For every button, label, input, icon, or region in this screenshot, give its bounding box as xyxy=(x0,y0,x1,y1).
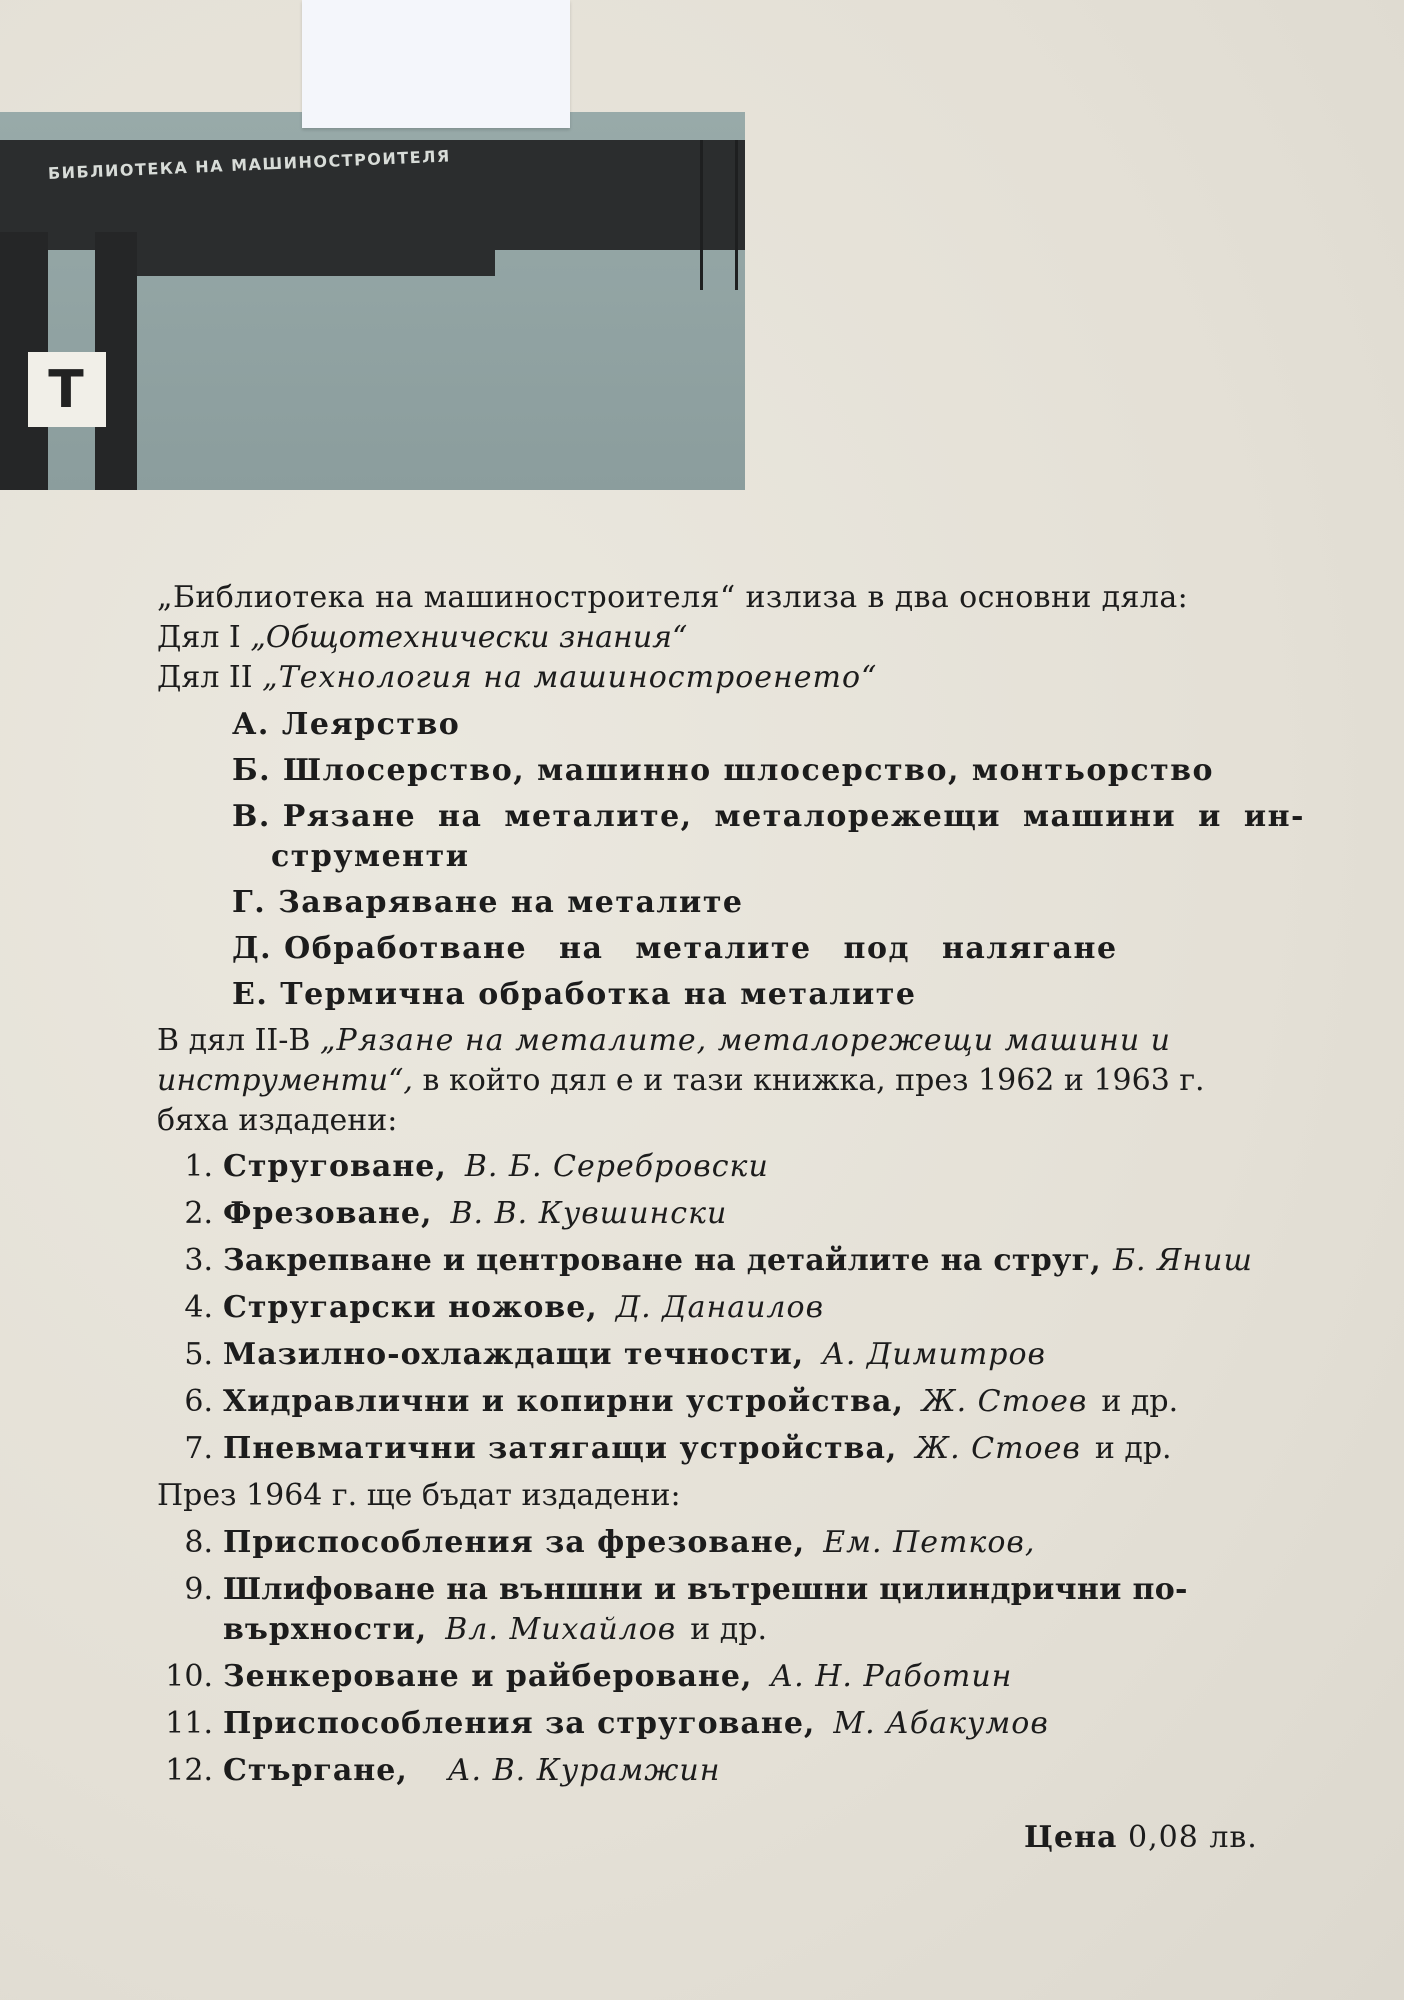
part-2-prefix: Дял II xyxy=(157,660,253,695)
upcoming-item-10: 10. Зенкероване и райбероване, А. Н. Работин xyxy=(165,1659,1013,1694)
upcoming-item-12: 12. Стъргане, А. В. Курамжин xyxy=(165,1753,721,1788)
upcoming-item-9: 9. Шлифоване на външни и вътрешни цилиндрични по- xyxy=(184,1572,1188,1607)
caliper-slider xyxy=(95,242,495,276)
section-v-cont: струменти xyxy=(271,839,470,874)
part-2-title: „Технология на машиностроенето“ xyxy=(262,660,878,695)
section-b: Б. Шлосерство, машинно шлосерство, монтьорство xyxy=(232,753,1215,788)
price xyxy=(1024,1820,1258,1855)
published-item-5: 5. Мазилно-охлаждащи течности, А. Димитров xyxy=(184,1337,1047,1372)
price-label: Цена xyxy=(1024,1820,1118,1855)
intro-line: „Библиотека на машиностроителя“ излиза в два основни дяла: xyxy=(157,580,1189,615)
part-1-prefix: Дял I xyxy=(157,620,241,655)
section-v: В. Рязане на металите, металорежещи машини и ин- xyxy=(232,799,1305,834)
publisher-logo-icon: Т xyxy=(48,360,84,420)
upcoming-intro: През 1964 г. ще бъдат издадени: xyxy=(157,1478,681,1513)
section-a: А. Леярство xyxy=(232,707,461,742)
faded-stamp xyxy=(807,182,1132,309)
published-item-7: 7. Пневматични затягащи устройства, Ж. Стоев и др. xyxy=(184,1431,1172,1466)
published-intro-1: В дял II-В „Рязане на металите, металорежещи машини и xyxy=(157,1023,1172,1058)
part-1 xyxy=(157,618,1277,658)
upcoming-item-8: 8. Приспособления за фрезоване, Ем. Петков, xyxy=(184,1525,1036,1560)
section-d: Д. Обработване на металите под налягане xyxy=(232,931,1118,966)
cover-image xyxy=(0,112,745,490)
part-1-title: „Общотехнически знания“ xyxy=(250,620,688,655)
caliper-tick xyxy=(700,140,703,290)
price-amount: 0,08 лв. xyxy=(1128,1820,1258,1855)
upcoming-item-9-cont: върхности, Вл. Михайлов и др. xyxy=(223,1612,768,1647)
section-e: Е. Термична обработка на металите xyxy=(232,977,917,1012)
caliper-tick xyxy=(735,140,738,290)
published-item-1: 1. Струговане, В. Б. Серебровски xyxy=(184,1149,769,1184)
published-item-2: 2. Фрезоване, В. В. Кувшински xyxy=(184,1196,728,1231)
published-item-6: 6. Хидравлични и копирни устройства, Ж. Стоев и др. xyxy=(184,1384,1179,1419)
published-item-3: 3. Закрепване и центроване на детайлите на струг, Б. Яниш xyxy=(184,1243,1253,1278)
published-item-4: 4. Стругарски ножове, Д. Данаилов xyxy=(184,1290,825,1325)
section-g: Г. Заваряване на металите xyxy=(232,885,744,920)
published-intro-2: инструменти“, в който дял е и тази книжка, през 1962 и 1963 г. xyxy=(157,1063,1205,1098)
cover-banner: БИБЛИОТЕКА НА МАШИНОСТРОИТЕЛЯ xyxy=(47,146,452,183)
back-cover-text xyxy=(157,578,1305,1798)
part-2 xyxy=(157,658,1277,698)
published-intro-3: бяха издадени: xyxy=(157,1103,398,1138)
tape-strip xyxy=(302,0,570,128)
upcoming-item-11: 11. Приспособления за струговане, М. Абакумов xyxy=(165,1706,1049,1741)
